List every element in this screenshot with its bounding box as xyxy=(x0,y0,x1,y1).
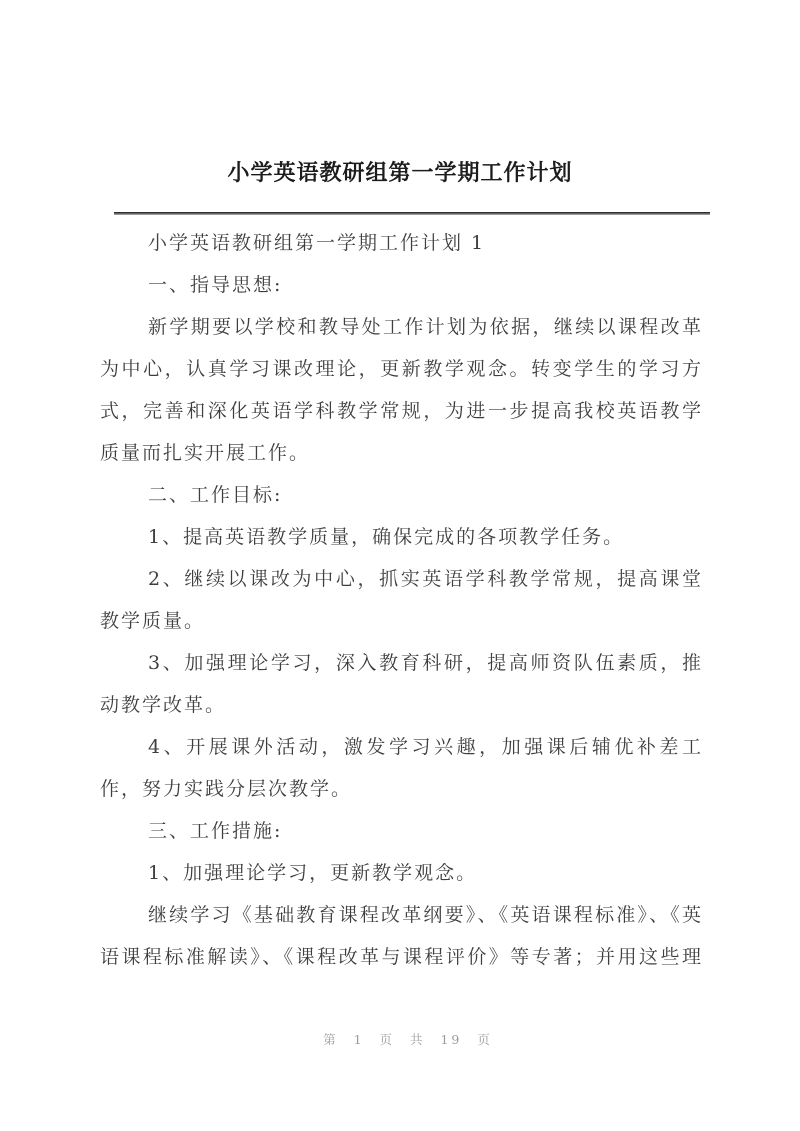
text-line: 式，完善和深化英语学科教学常规，为进一步提高我校英语教学 xyxy=(100,400,703,422)
page-footer: 第 1 页 共 19 页 xyxy=(323,1032,493,1047)
text-line: 为中心，认真学习课改理论，更新教学观念。转变学生的学习方 xyxy=(100,358,703,380)
document-body xyxy=(100,222,703,978)
text-line: 1、加强理论学习，更新教学观念。 xyxy=(148,862,478,884)
page-title: 小学英语教研组第一学期工作计划 xyxy=(227,160,573,186)
title-divider xyxy=(114,212,710,215)
text-line: 继续学习《基础教育课程改革纲要》、《英语课程标准》、《英 xyxy=(148,904,703,926)
text-line: 1、提高英语教学质量，确保完成的各项教学任务。 xyxy=(148,526,625,548)
text-line: 三、工作措施: xyxy=(148,820,283,842)
text-line: 二、工作目标: xyxy=(148,484,283,506)
text-line: 语课程标准解读》、《课程改革与课程评价》等专著；并用这些理 xyxy=(100,946,703,968)
text-line: 教学质量。 xyxy=(100,610,206,632)
text-line: 2、继续以课改为中心，抓实英语学科教学常规，提高课堂 xyxy=(148,568,703,590)
text-line: 一、指导思想: xyxy=(148,274,283,296)
text-line: 动教学改革。 xyxy=(100,694,227,716)
text-line: 作，努力实践分层次教学。 xyxy=(100,778,353,800)
text-line: 小学英语教研组第一学期工作计划 1 xyxy=(148,232,486,254)
text-line: 新学期要以学校和教导处工作计划为依据，继续以课程改革 xyxy=(148,316,703,338)
text-line: 质量而扎实开展工作。 xyxy=(100,442,311,464)
text-line: 3、加强理论学习，深入教育科研，提高师资队伍素质，推 xyxy=(148,652,703,674)
text-line: 4、开展课外活动，激发学习兴趣，加强课后辅优补差工 xyxy=(148,736,703,758)
